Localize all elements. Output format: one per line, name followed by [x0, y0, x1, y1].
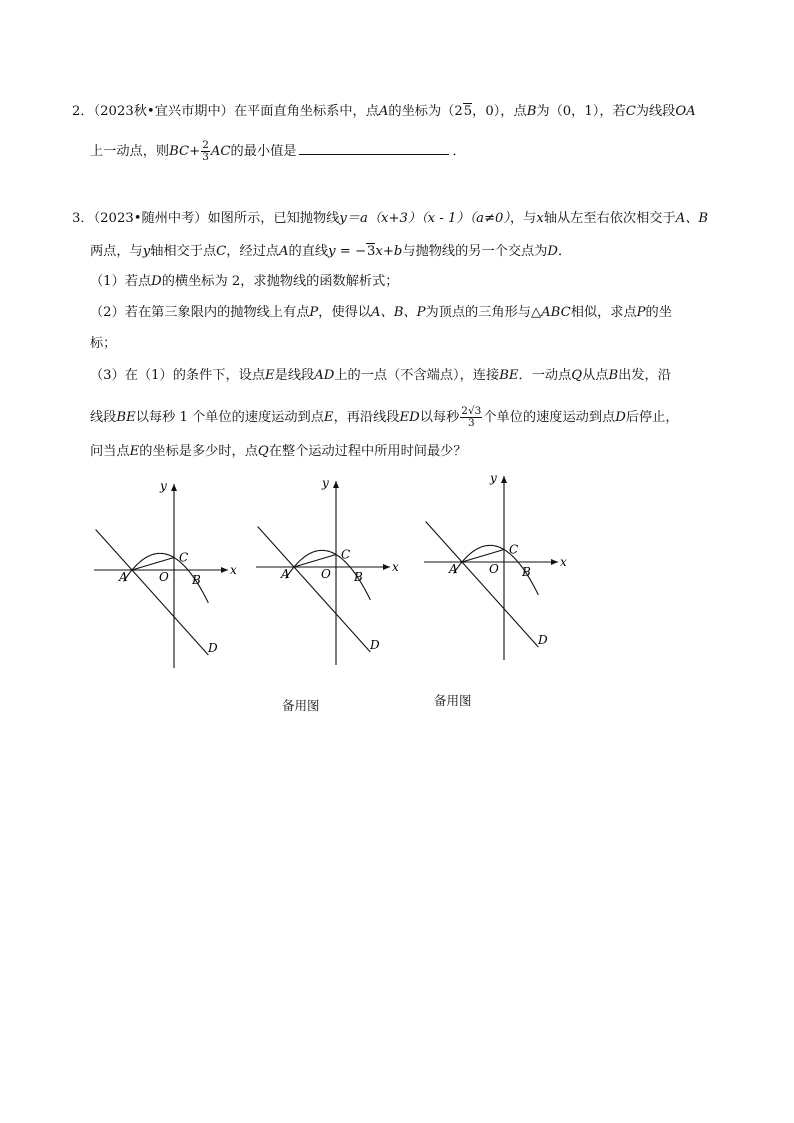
- label-x-axis: x: [392, 560, 399, 574]
- figure-caption-spare-1: 备用图: [282, 698, 320, 713]
- problem-3-question-2: （2）若在第三象限内的抛物线上有点P，使得以A、B、P为顶点的三角形与△ABC相似，求点P的坐: [90, 305, 672, 320]
- label-point-b: B: [522, 565, 531, 579]
- label-point-a: A: [119, 570, 128, 584]
- label-point-a: A: [449, 562, 458, 576]
- fraction-two-thirds: $\frac{2}{3}$: [202, 139, 209, 163]
- label-point-b: B: [192, 573, 201, 587]
- problem-2-line-2: 上一动点，则BC+ $\frac{2}{3}$ AC的最小值是 ．: [90, 139, 466, 163]
- figure-caption-spare-2: 备用图: [434, 693, 472, 708]
- sqrt-five: 5: [463, 104, 473, 119]
- problem-3-line-1: 3．（2023•随州中考）如图所示，已知抛物线y＝a（x+3）（x - 1）（a≠0），与x轴从左至右依次相交于A、B: [72, 211, 709, 226]
- label-point-c: C: [509, 542, 519, 557]
- y-axis-arrow: [171, 484, 177, 491]
- problem-3-question-2-wrap: 标；: [90, 336, 117, 351]
- y-axis-arrow: [501, 476, 507, 483]
- label-y-axis: y: [322, 476, 329, 490]
- label-point-b: B: [354, 570, 363, 584]
- x-axis-arrow: [221, 567, 228, 573]
- label-y-axis: y: [490, 471, 497, 485]
- label-point-c: C: [341, 547, 351, 562]
- problem-3-question-3-line-1: （3）在（1）的条件下，设点E是线段AD上的一点（不含端点），连接BE．一动点Q从点B出发，沿: [90, 368, 671, 383]
- line-ad: [426, 521, 539, 646]
- label-y-axis: y: [160, 479, 167, 493]
- label-origin-o: O: [321, 567, 331, 581]
- fraction-two-root-three-thirds: $\frac{2√3}{3}$: [461, 405, 482, 429]
- x-axis-arrow: [551, 559, 558, 565]
- label-point-d: D: [370, 637, 380, 652]
- figure-spare-1: [250, 475, 410, 695]
- problem-3-question-1: （1）若点D的横坐标为 2，求抛物线的函数解析式；: [90, 274, 399, 289]
- label-point-d: D: [208, 640, 218, 655]
- answer-blank[interactable]: [299, 140, 449, 155]
- line-ad: [258, 526, 371, 651]
- line-ad: [96, 529, 209, 654]
- label-point-a: A: [281, 567, 290, 581]
- label-point-c: C: [179, 550, 189, 565]
- figure-main: [88, 478, 248, 698]
- x-axis-arrow: [383, 564, 390, 570]
- figure-spare-2: [418, 470, 578, 690]
- problem-3-line-2: 两点，与y轴相交于点C，经过点A的直线y = −3x+b与抛物线的另一个交点为D．: [90, 244, 572, 259]
- y-axis-arrow: [333, 481, 339, 488]
- label-origin-o: O: [159, 570, 169, 584]
- label-origin-o: O: [489, 562, 499, 576]
- label-x-axis: x: [560, 555, 567, 569]
- label-point-d: D: [538, 632, 548, 647]
- problem-3-question-3-line-2: 线段BE以每秒 1 个单位的速度运动到点E，再沿线段ED以每秒 $\frac{2√3}{3}$ 个单位的速度运动到点D后停止，: [90, 405, 679, 429]
- label-x-axis: x: [230, 563, 237, 577]
- problem-2-line-1: 2．（2023秋•宜兴市期中）在平面直角坐标系中，点A的坐标为（25，0），点B为（0，1），若C为线段OA: [72, 104, 696, 119]
- problem-3-question-3-line-3: 问当点E的坐标是多少时，点Q在整个运动过程中所用时间最少？: [90, 444, 467, 459]
